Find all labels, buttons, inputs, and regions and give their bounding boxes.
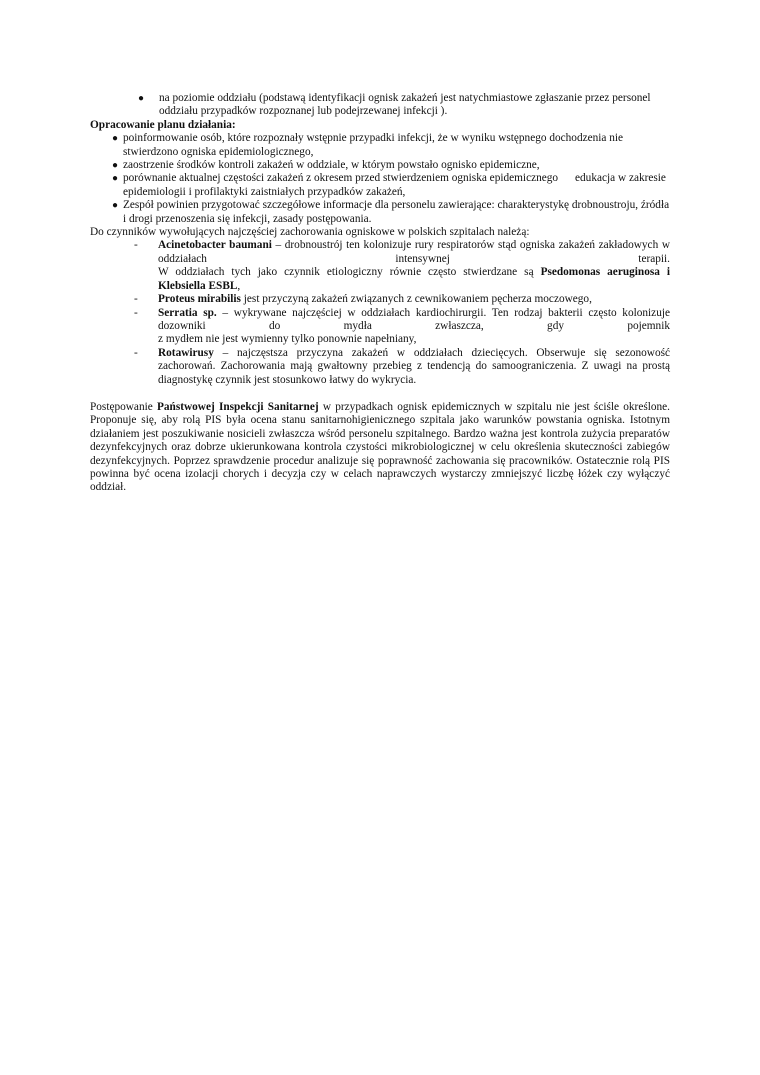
list-item-text xyxy=(158,293,670,306)
list-item-proteus xyxy=(90,293,670,306)
list-item-text xyxy=(158,347,670,387)
list-item-line: oddziału przypadków rozpoznanej lub podejrzewanej infekcji ). xyxy=(159,105,448,118)
punctuation: , xyxy=(237,279,241,292)
bullet-marker: ● xyxy=(112,173,119,185)
paragraph-spacer xyxy=(90,387,670,401)
organism-description: – najczęstsza przyczyna zakażeń w oddziałach dziecięcych. Obserwuje się sezonowość zachorowań. Zachorowania mają gwałtowny przebieg z tendencją do samoograniczenia. Z uwagi na prostą diagnostykę czynnik jest stosunkowo łatwy do wykrycia. xyxy=(158,346,670,386)
paragraph-body: w przypadkach ognisk epidemicznych w szpitalu nie jest ściśle określone. Proponuje się, aby rolą PIS była ocena stanu sanitarnohigienicznego szpitala jako warunków powstania ogniska. Istotnym działaniem jest poszukiwanie nosicieli zwłaszcza wśród personelu szpitalnego. Bardzo ważna jest kontrola zużycia preparatów dezynfekcyjnych oraz dobrze ukierunkowana kontrola czystości mikrobiologicznej w celu określenia skuteczności zabiegów dezynfekcyjnych. Poprzez sprawdzenie procedur analizuje się poprawność zachowania się pracowników. Ostatecznie rolą PIS powinna być ocena izolacji chorych i decyzja czy w celach naprawczych wystarczy zmniejszyć liczbę łóżek czy wyłączyć oddział. xyxy=(90,400,671,494)
list-item-text: zaostrzenie środków kontroli zakażeń w oddziale, w którym powstało ognisko epidemiczne, xyxy=(123,159,540,172)
institution-name: Państwowej Inspekcji Sanitarnej xyxy=(157,400,319,413)
list-item-text: Zespół powinien przygotować szczegółowe informacje dla personelu zawierające: charakterystykę drobnoustroju, źródła i drogi przenoszenia się infekcji, zasady postępowania. xyxy=(123,199,670,225)
list-item-text xyxy=(158,239,670,266)
list-item-serratia xyxy=(90,307,670,347)
dash-marker: - xyxy=(134,306,138,319)
list-item-plan-2 xyxy=(90,159,670,172)
list-item-line: na poziomie oddziału (podstawą identyfikacji ognisk zakażeń jest natychmiastowe zgłaszanie przez personel xyxy=(159,92,651,104)
dash-marker: - xyxy=(134,293,138,306)
list-item-text: poinformowanie osób, które rozpoznały wstępnie przypadki infekcji, że w wyniku wstępnego dochodzenia nie stwierdzono ogniska epidemiologicznego, xyxy=(123,132,624,158)
organism-description: – wykrywane najczęściej w oddziałach kardiochirurgii. Ten rodzaj bakterii często kolonizuje dozowniki do mydła zwłaszcza, gdy pojemnik xyxy=(158,306,670,332)
list-item-text xyxy=(158,266,670,293)
factors-intro: Do czynników wywołujących najczęściej zachorowania ogniskowe w polskich szpitalach należą: xyxy=(90,226,530,239)
bullet-marker: ● xyxy=(112,133,119,145)
organism-name: Serratia sp. xyxy=(158,306,217,319)
list-item-plan-1 xyxy=(90,132,670,159)
paragraph-prefix: Postępowanie xyxy=(90,400,157,413)
list-item-plan-4 xyxy=(90,199,670,226)
bullet-marker: ● xyxy=(112,160,119,172)
list-item-acinetobacter xyxy=(90,239,670,293)
list-item-text: z mydłem nie jest wymienny tylko ponownie napełniany, xyxy=(158,333,417,346)
bullet-marker: ● xyxy=(112,200,119,212)
dash-marker: - xyxy=(134,346,138,359)
closing-paragraph xyxy=(90,401,670,495)
bullet-marker: ● xyxy=(138,93,145,104)
list-item-text xyxy=(158,307,670,334)
organism-name: Rotawirusy xyxy=(158,346,214,359)
list-item-department-level xyxy=(90,92,670,119)
document-content xyxy=(90,92,670,495)
organism-description: W oddziałach tych jako czynnik etiologiczny równie często stwierdzane są xyxy=(158,266,541,279)
organism-description: jest przyczyną zakażeń związanych z cewnikowaniem pęcherza moczowego, xyxy=(240,293,592,306)
list-item-text: porównanie aktualnej częstości zakażeń z okresem przed stwierdzeniem ogniska epidemicznego edukacja w zakresie epidemiologii i profilaktyki zaistniałych przypadków zakażeń, xyxy=(123,172,669,198)
organism-name: Psedomonas aeruginosa i Klebsiella ESBL xyxy=(158,266,670,292)
section-heading-plan: Opracowanie planu działania: xyxy=(90,118,236,131)
organism-name: Proteus mirabilis xyxy=(158,293,241,306)
list-item-plan-3 xyxy=(90,172,670,199)
list-item-rotawirusy xyxy=(90,347,670,387)
organism-description: – drobnoustrój ten kolonizuje rury respiratorów stąd ogniska zakażeń zakładowych w oddziałach intensywnej terapii. xyxy=(158,239,670,265)
organism-name: Acinetobacter baumani xyxy=(158,239,272,252)
dash-marker: - xyxy=(134,239,138,252)
